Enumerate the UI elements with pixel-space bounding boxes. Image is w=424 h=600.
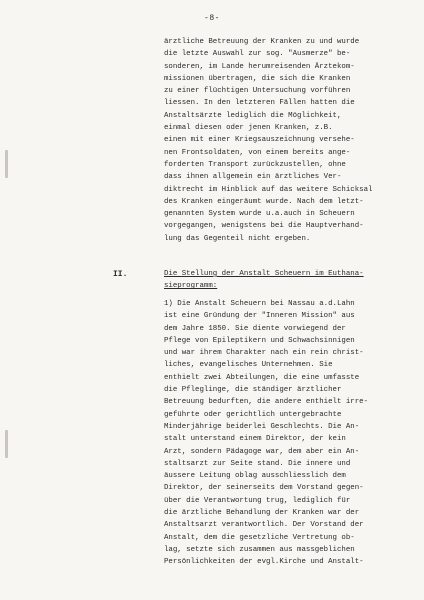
text-line: Persönlichkeiten der evgl.Kirche und Anstalt- [164,558,364,567]
text-line: äussere Leitung oblag ausschliesslich dem [164,472,346,481]
text-line: geführte oder gerichtlich untergebrachte [164,410,342,419]
heading-line: Die Stellung der Anstalt Scheuern im Euthana- [164,270,364,278]
text-line: stalt unterstand einem Direktor, der kein [164,435,346,444]
text-line: dass ihnen allgemein ein ärztliches Ver- [164,173,342,182]
text-line: diktrecht im Hinblick auf das weitere Schicksal [164,185,373,194]
section-number: II. [113,270,128,279]
text-line: ist eine Gründung der "Inneren Mission" aus [164,312,355,321]
text-line: ärztliche Betreuung der Kranken zu und wurde [164,38,360,46]
paragraph-continuation [164,36,404,245]
heading-line: sieprogramm: [164,282,218,291]
text-line: Pflege von Epileptikern und Schwachsinnigen [164,336,355,345]
text-line: forderten Transport zurückzustellen, ohne [164,160,346,169]
text-line: die Pfleglinge, die ständiger ärztlicher [164,386,342,395]
text-line: Arzt, sondern Pädagoge war, dem aber ein An- [164,447,360,456]
text-line: Direktor, der seinerseits dem Vorstand gegen- [164,484,364,493]
text-line: zu einer flüchtigen Untersuchung vorführen [164,87,351,96]
text-line: nen Frontsoldaten, von einem bereits ange- [164,148,351,157]
text-line: lag, setzte sich zusammen aus massgeblichen [164,545,355,554]
text-line: einen mit einer Kriegsauszeichnung versehe- [164,136,355,145]
text-line: vorgegangen, wenigstens bei die Hauptverhand- [164,222,364,231]
text-line: 1) Die Anstalt Scheuern bei Nassau a.d.Lahn [164,300,355,308]
section-heading [164,268,404,293]
text-line: die ärztliche Behandlung der Kranken war der [164,509,360,518]
text-line: missionen übertragen, die sich die Kranken [164,74,351,83]
text-line: Anstaltsärzte lediglich die Möglichkeit, [164,111,342,120]
text-line: und war ihrem Charakter nach ein rein christ- [164,349,364,358]
text-line: sonderen, im Lande herumreisenden Ärztekom- [164,62,355,71]
text-line: staltsarzt zur Seite stand. Die innere und [164,459,351,468]
punch-hole-mark [5,150,8,178]
text-line: einmal diesen oder jenen Kranken, z.B. [164,124,333,133]
page-number: -8- [204,14,220,23]
text-line: Minderjährige beiderlei Geschlechts. Die An- [164,422,360,431]
text-line: des Kranken eingeräumt wurde. Nach dem letzt- [164,197,364,206]
text-line: genannten System wurde u.a.auch in Scheuern [164,210,355,219]
text-line: dem Jahre 1850. Sie diente vorwiegend der [164,324,346,333]
text-line: Anstalt, dem die gesetzliche Vertretung ob- [164,533,355,542]
text-line: liessen. In den letzteren Fällen hatten die [164,99,355,108]
punch-hole-mark [5,430,8,458]
text-line: lung das Gegenteil nicht ergeben. [164,234,311,243]
text-line: über die Verantwortung trug, lediglich für [164,496,351,505]
paragraph-section-ii [164,298,404,569]
text-line: enthielt zwei Abteilungen, die eine umfasste [164,373,360,382]
text-line: liches, evangelisches Unternehmen. Sie [164,361,333,370]
text-line: Anstaltsarzt verantwortlich. Der Vorstand der [164,521,364,530]
text-line: die letzte Auswahl zur sog. "Ausmerze" be- [164,50,351,59]
text-line: Betreuung bedurften, die andere enthielt irre- [164,398,369,407]
